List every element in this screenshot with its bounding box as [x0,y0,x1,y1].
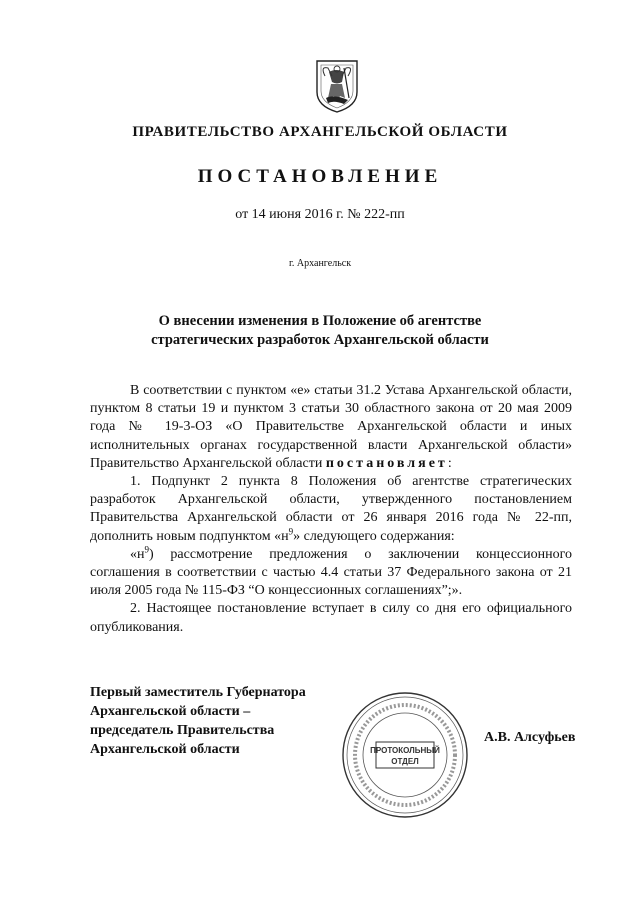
keyword-resolves: постановляет [325,455,448,471]
svg-text:ПРОТОКОЛЬНЫЙ: ПРОТОКОЛЬНЫЙ [370,746,440,755]
document-date-number: от 14 июня 2016 г. № 222-пп [235,207,405,222]
paragraph-preamble: В соответствии с пунктом «е» статьи 31.2 Устава Архангельской области, пунктом 8 статьи 19 и пунктом 3 статьи 30 областного закона от 20 мая 2009 года № 19-3-ОЗ «О Правительстве Архангельской области и иных исполнительных органах государственной власти Архангельской области» Правительство Архангельской области постановляет: [90,383,572,471]
document-title [120,312,520,350]
coat-of-arms-emblem [314,58,360,114]
paragraph-item-1: 1. Подпункт 2 пункта 8 Положения об агентстве стратегических разработок Архангельской области, утвержденного постановлением Правительства Архангельской области от 26 января 2016 года № 22-пп, дополнить новым подпунктом «$н^9$» следующего содержания: [90,474,572,544]
signer-name: А.В. Алсуфьев [484,730,576,745]
title-line-1: О внесении изменения в Положение об агентстве [158,313,482,329]
title-line-2: стратегических разработок Архангельской области [151,332,489,348]
document-city: г. Архангельск [288,258,352,269]
document-type: ПОСТАНОВЛЕНИЕ [197,166,443,187]
document-body [90,382,572,637]
paragraph-quote: «$н^9$) рассмотрение предложения о заключении концессионного соглашения в соответствии с частью 4.4 статьи 37 Федерального закона от 21 июля 2005 года № 115-ФЗ “О концессионных соглашениях”;». [90,544,572,599]
svg-text:ОТДЕЛ: ОТДЕЛ [391,757,419,766]
signer-position: Первый заместитель Губернатора Архангельской области – председатель Правительства Архангельской области [90,685,306,757]
official-seal-stamp [340,690,470,820]
paragraph-item-2: 2. Настоящее постановление вступает в силу со дня его официального опубликования. [90,601,572,635]
government-name: ПРАВИТЕЛЬСТВО АРХАНГЕЛЬСКОЙ ОБЛАСТИ [132,124,508,140]
